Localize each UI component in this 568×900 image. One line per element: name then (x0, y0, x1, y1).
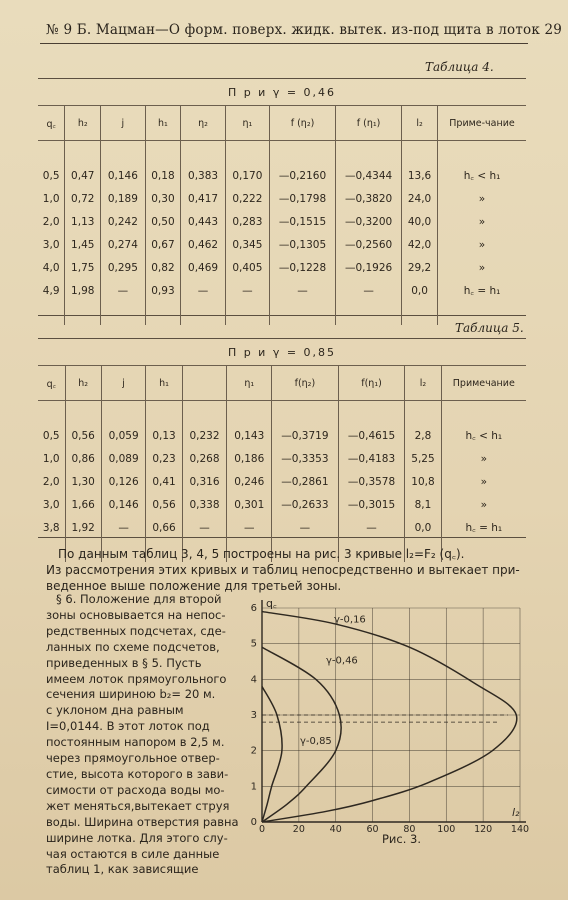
table-cell: 0,0 (405, 516, 441, 539)
column-header: j (101, 366, 146, 401)
table-cell: 1,92 (65, 516, 101, 539)
text-line: веденное выше положение для третьей зоны. (46, 579, 342, 594)
table-cell: 1,13 (65, 210, 101, 233)
table-cell: 13,6 (402, 164, 438, 187)
table-cell: 0,338 (182, 493, 227, 516)
text-line: ланных по схеме подсчетов, (46, 639, 220, 654)
table-cell: 24,0 (402, 187, 438, 210)
table-row (38, 447, 526, 470)
table-cell: 0,189 (101, 187, 145, 210)
table-cell: —0,2160 (270, 164, 336, 187)
table-cell: 0,283 (225, 210, 269, 233)
table-cell: 0,462 (181, 233, 225, 256)
table-row (38, 256, 526, 279)
table-cell: 4,0 (42, 261, 60, 274)
text-line: через прямоугольное отвер- (46, 751, 220, 766)
table4-header-row (38, 106, 526, 141)
x-tick-label: 80 (403, 824, 416, 835)
table-cell: 0,242 (101, 210, 145, 233)
column-header: h₁ (146, 366, 182, 401)
table-cell: 0,66 (146, 516, 182, 539)
running-header: № 9 Б. Мацман—О форм. поверх. жидк. вытек. из-под щита в лоток 29 (46, 22, 563, 38)
table-cell: — (101, 279, 145, 302)
text-line: с уклоном дна равным (46, 703, 184, 718)
table-cell: 0,50 (145, 210, 181, 233)
table-cell: — (270, 279, 336, 302)
x-tick-label: 100 (437, 824, 456, 835)
figure-caption: Рис. 3. (382, 832, 422, 846)
x-tick-label: 120 (474, 824, 493, 835)
x-tick-label: 0 (258, 824, 266, 835)
table-cell: 1,30 (65, 470, 101, 493)
table-cell: 0,268 (182, 447, 227, 470)
table-cell: 2,0 (42, 475, 60, 488)
table-cell: » (441, 447, 526, 470)
table-cell: 0,222 (225, 187, 269, 210)
text-line: стие, высота которого в зави- (46, 766, 229, 781)
x-tick-label: 20 (292, 824, 305, 835)
figure-3 (250, 596, 540, 856)
table-cell: —0,3719 (272, 424, 339, 447)
table-cell: — (101, 516, 146, 539)
table5 (38, 339, 526, 562)
text-line: I=0,0144. В этот лоток под (46, 719, 210, 734)
x-axis-label: l₂ (512, 806, 520, 819)
table-cell: 3,8 (42, 521, 60, 534)
table4-caption: Таблица 4. (425, 60, 494, 74)
table-cell: h꜀ = h₁ (441, 516, 526, 539)
table-cell: — (225, 279, 269, 302)
table-cell: 0,56 (65, 424, 101, 447)
table-cell: » (438, 187, 527, 210)
table-cell: 0,417 (181, 187, 225, 210)
table-cell: 0,146 (101, 164, 145, 187)
table-cell: 0,126 (101, 470, 146, 493)
curve-085 (262, 686, 282, 822)
table-cell: 42,0 (402, 233, 438, 256)
text-line: постоянным напором в 2,5 м. (46, 735, 225, 750)
table5-body (38, 401, 526, 563)
y-tick-label: 6 (250, 603, 257, 614)
column-header: l₂ (402, 106, 438, 141)
column-header: q꜀ (38, 366, 65, 401)
text-line: чая остаются в силе данные (46, 846, 220, 861)
table-cell: — (181, 279, 225, 302)
column-header (182, 366, 227, 401)
table-cell: 1,66 (65, 493, 101, 516)
table-cell: 0,443 (181, 210, 225, 233)
column-header: Приме-чание (438, 106, 527, 141)
table-cell: 0,18 (145, 164, 181, 187)
table-cell: —0,3820 (336, 187, 402, 210)
text-line: имеем лоток прямоугольного (46, 671, 227, 686)
text-line: зоны основывается на непос- (46, 607, 226, 622)
table-cell: 0,72 (65, 187, 101, 210)
table-cell: 0,30 (145, 187, 181, 210)
section-6-text (46, 592, 239, 878)
table-cell: —0,1305 (270, 233, 336, 256)
table-cell: — (227, 516, 272, 539)
table-cell: » (441, 493, 526, 516)
column-header: f (η₁) (336, 106, 402, 141)
table-row (38, 470, 526, 493)
table-cell: 1,0 (42, 192, 60, 205)
table-cell: — (336, 279, 402, 302)
header-rule (40, 43, 528, 44)
y-tick-label: 5 (250, 638, 257, 650)
paragraph-curves (46, 546, 520, 595)
table-cell: 0,56 (146, 493, 182, 516)
column-header: h₂ (65, 106, 101, 141)
table4 (38, 79, 526, 325)
text-line: таблиц 1, как зависящие (46, 862, 199, 877)
table-cell: 0,41 (146, 470, 182, 493)
y-tick-label: 4 (250, 674, 257, 686)
table-row (38, 493, 526, 516)
curve-label: γ-0,46 (326, 655, 358, 667)
column-header: j (101, 106, 145, 141)
table-cell: 1,75 (65, 256, 101, 279)
table5-header-row (38, 366, 526, 401)
table-cell: 0,93 (145, 279, 181, 302)
curve-label: γ-0,16 (334, 614, 366, 626)
column-header: q꜀ (38, 106, 65, 141)
y-tick-label: 0 (250, 817, 257, 828)
table-cell: 10,8 (405, 470, 441, 493)
chart-axes (262, 600, 526, 822)
table-row (38, 233, 526, 256)
table-row (38, 279, 526, 302)
text-line: ширине лотка. Для этого слу- (46, 830, 228, 845)
x-tick-label: 40 (329, 824, 342, 835)
curve-label: γ-0,85 (300, 735, 332, 747)
curve-046 (262, 647, 341, 822)
table-cell: 0,86 (65, 447, 101, 470)
table5-caption: Таблица 5. (455, 321, 524, 335)
table-cell: 0,059 (101, 424, 146, 447)
table-cell: —0,4344 (336, 164, 402, 187)
table-cell: —0,3015 (338, 493, 405, 516)
text-line: редственных подсчетах, сде- (46, 623, 226, 638)
table-cell: 0,186 (227, 447, 272, 470)
column-header: Примечание (441, 366, 526, 401)
text-line: По данным таблиц 3, 4, 5 построены на рис. 3 кривые l₂=F₂ (q꜀). (58, 547, 465, 561)
table-cell: — (338, 516, 405, 539)
column-header: f(η₁) (338, 366, 405, 401)
table-cell: — (182, 516, 227, 539)
y-tick-label: 2 (250, 745, 257, 757)
table5-title: П р и γ = 0,85 (227, 345, 337, 359)
table-cell: 40,0 (402, 210, 438, 233)
table-cell: 0,143 (227, 424, 272, 447)
table-cell: » (441, 470, 526, 493)
table-cell: 1,98 (65, 279, 101, 302)
table-cell: 0,67 (145, 233, 181, 256)
table4-body (38, 141, 526, 326)
table-cell: —0,3200 (336, 210, 402, 233)
table-row (38, 516, 526, 539)
table-cell: 0,469 (181, 256, 225, 279)
table-cell: » (438, 210, 527, 233)
text-line: приведенных в § 5. Пусть (46, 655, 202, 670)
y-axis-label: q꜀ (266, 597, 277, 610)
table-cell: 0,170 (225, 164, 269, 187)
table-cell: 2,0 (42, 215, 60, 228)
column-header: f (η₂) (270, 106, 336, 141)
table-cell: h꜀ < h₁ (438, 164, 527, 187)
table-row (38, 210, 526, 233)
table-cell: 2,8 (405, 424, 441, 447)
table-cell: 4,9 (42, 284, 60, 297)
table-cell: 0,146 (101, 493, 146, 516)
table-cell: 0,23 (146, 447, 182, 470)
table-cell: » (438, 256, 527, 279)
table-cell: 0,82 (145, 256, 181, 279)
table-cell: 3,0 (42, 238, 60, 251)
table-cell: » (438, 233, 527, 256)
table-cell: —0,4183 (338, 447, 405, 470)
text-line: § 6. Положение для второй (56, 592, 222, 606)
table-cell: —0,1515 (270, 210, 336, 233)
text-line: сечения шириною b₂= 20 м. (46, 687, 216, 702)
table-row (38, 187, 526, 210)
curve-016 (262, 612, 517, 822)
column-header: η₂ (181, 106, 225, 141)
column-header: η₁ (225, 106, 269, 141)
table-cell: 0,295 (101, 256, 145, 279)
table-cell: 1,45 (65, 233, 101, 256)
text-line: воды. Ширина отверстия равна (46, 814, 239, 829)
text-line: симости от расхода воды мо- (46, 782, 225, 797)
table-cell: 0,232 (182, 424, 227, 447)
y-tick-label: 1 (250, 781, 257, 793)
table-cell: h꜀ < h₁ (441, 424, 526, 447)
table-cell: —0,2861 (272, 470, 339, 493)
table-cell: 0,383 (181, 164, 225, 187)
table-cell: 0,345 (225, 233, 269, 256)
table-cell: 0,13 (146, 424, 182, 447)
table-row (38, 424, 526, 447)
table-cell: 29,2 (402, 256, 438, 279)
text-line: Из рассмотрения этих кривых и таблиц непосредственно и вытекает при- (46, 563, 520, 578)
table-cell: —0,4615 (338, 424, 405, 447)
table-cell: 0,5 (42, 169, 60, 182)
table-cell: — (272, 516, 339, 539)
table-cell: 1,0 (42, 452, 60, 465)
table-cell: 0,246 (227, 470, 272, 493)
table-cell: 0,316 (182, 470, 227, 493)
table-cell: —0,1926 (336, 256, 402, 279)
table-cell: 0,089 (101, 447, 146, 470)
table-cell: —0,1798 (270, 187, 336, 210)
table-row (38, 164, 526, 187)
table-cell: 0,301 (227, 493, 272, 516)
table-cell: 5,25 (405, 447, 441, 470)
text-line: жет меняться,вытекает струя (46, 798, 230, 813)
column-header: h₂ (65, 366, 101, 401)
chart-curves (262, 612, 517, 822)
table-cell: h꜀ = h₁ (438, 279, 527, 302)
column-header: η₁ (227, 366, 272, 401)
column-header: f(η₂) (272, 366, 339, 401)
table-cell: 0,5 (42, 429, 60, 442)
table-cell: 0,274 (101, 233, 145, 256)
table-cell: —0,3578 (338, 470, 405, 493)
table-cell: 0,405 (225, 256, 269, 279)
table-cell: 0,0 (402, 279, 438, 302)
column-header: l₂ (405, 366, 441, 401)
table-cell: —0,3353 (272, 447, 339, 470)
x-tick-label: 60 (366, 824, 379, 835)
x-tick-label: 140 (510, 824, 530, 835)
table4-title: П р и γ = 0,46 (227, 85, 337, 99)
table-cell: 3,0 (42, 498, 60, 511)
y-tick-label: 3 (250, 710, 257, 721)
table-cell: 8,1 (405, 493, 441, 516)
table-cell: —0,1228 (270, 256, 336, 279)
column-header: h₁ (145, 106, 181, 141)
table-cell: 0,47 (65, 164, 101, 187)
table-cell: —0,2560 (336, 233, 402, 256)
table-cell: —0,2633 (272, 493, 339, 516)
